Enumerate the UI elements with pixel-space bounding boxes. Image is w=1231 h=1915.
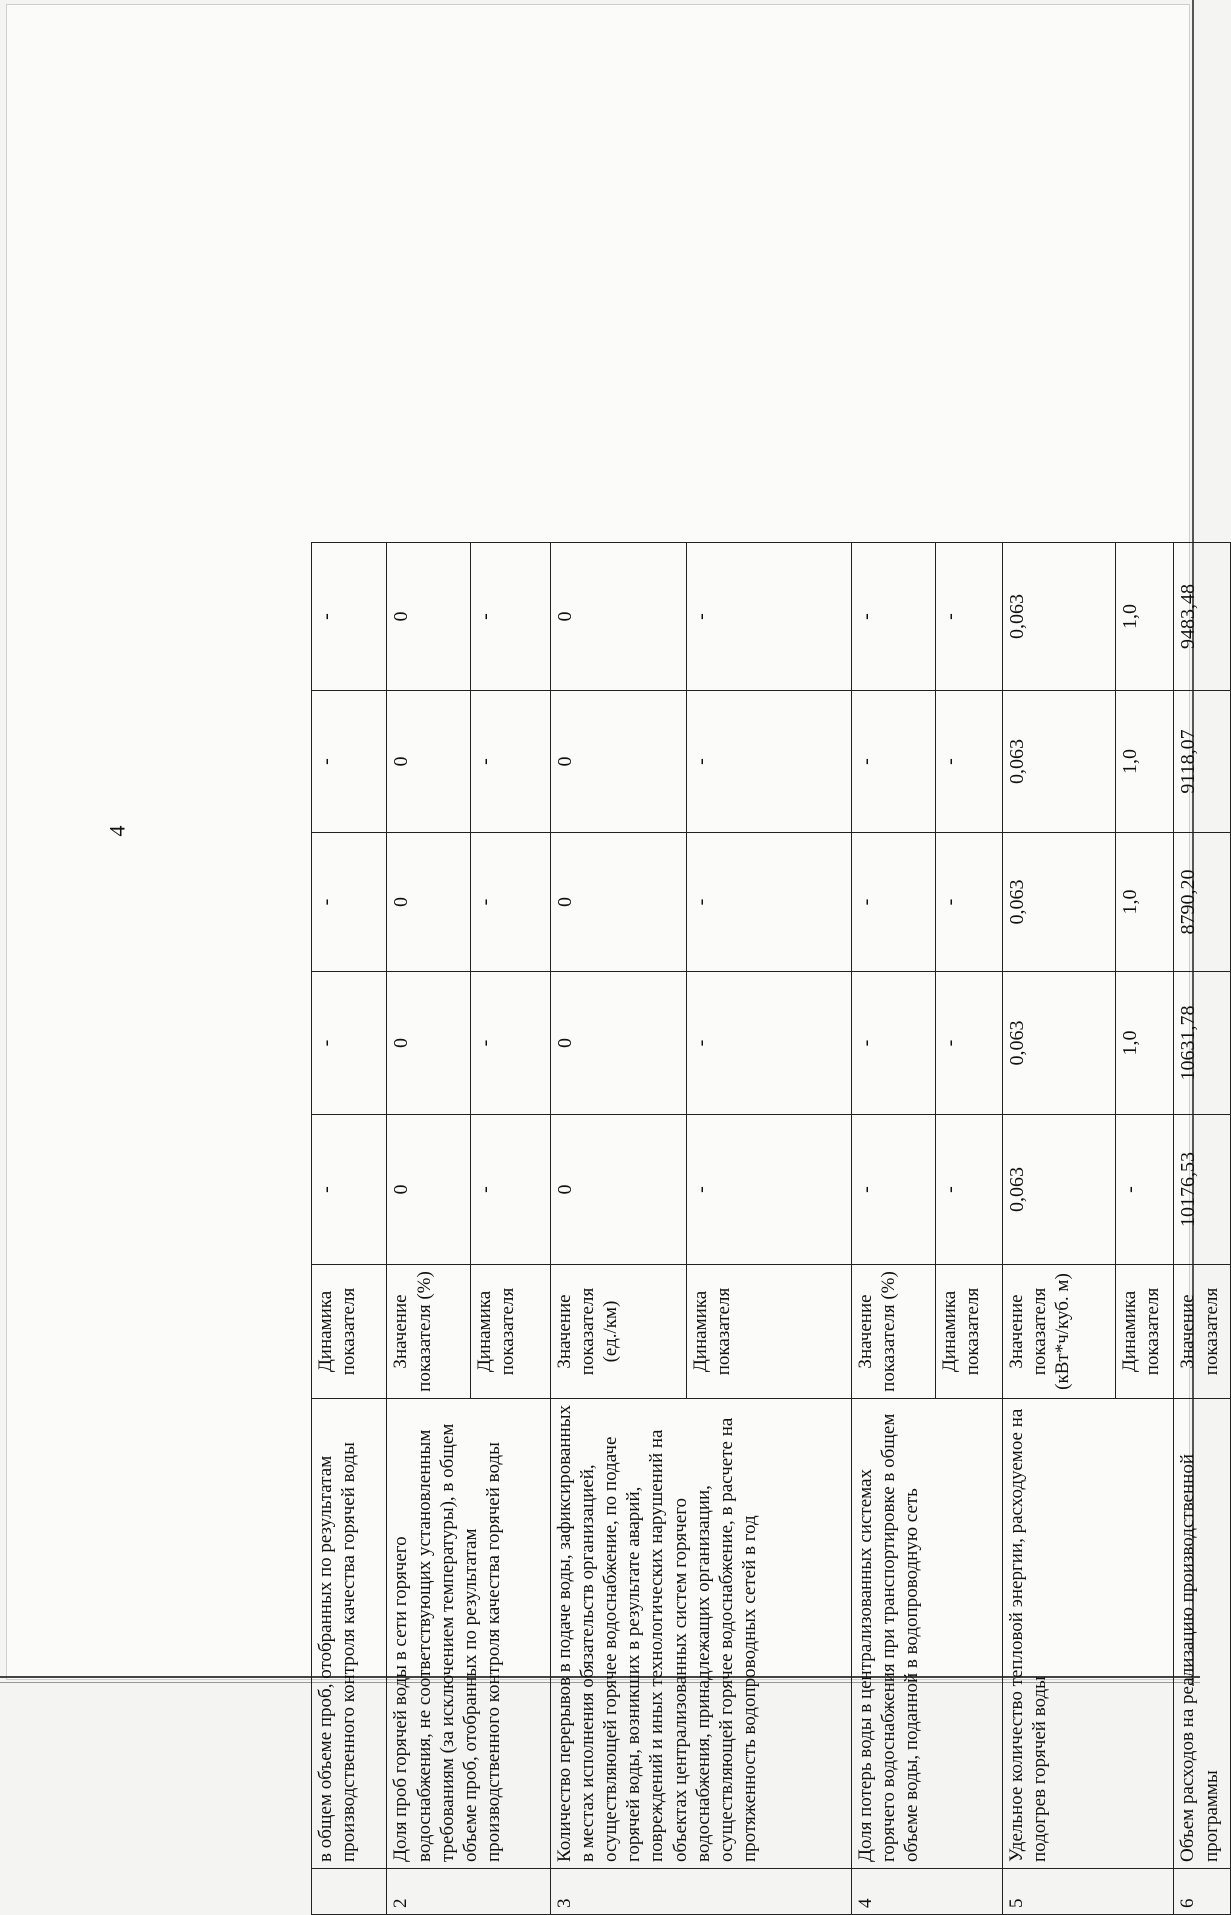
value-cell: 0 <box>387 972 471 1115</box>
value-cell: 1,0 <box>1115 833 1174 972</box>
indicator-label: Динамика показателя <box>471 1265 551 1399</box>
indicators-table <box>311 542 1231 1915</box>
value-cell: - <box>312 833 387 972</box>
indicator-label: Значение показателя (ед./км) <box>550 1265 686 1399</box>
value-cell: 0 <box>387 1115 471 1265</box>
value-cell: - <box>312 1115 387 1265</box>
value-cell: - <box>852 972 936 1115</box>
indicator-label: Значение показателя (%) <box>387 1265 471 1399</box>
row-number: 2 <box>387 1869 550 1915</box>
value-cell: 0 <box>550 1115 686 1265</box>
value-cell: - <box>852 691 936 833</box>
page-number: 4 <box>104 825 130 837</box>
value-cell: - <box>312 691 387 833</box>
row-number: 4 <box>852 1869 1003 1915</box>
value-cell: 0 <box>550 972 686 1115</box>
indicator-label: Значение показателя (кВт*ч/куб. м) <box>1002 1265 1115 1399</box>
value-cell: - <box>935 833 1002 972</box>
value-cell: - <box>935 1115 1002 1265</box>
indicator-label: Динамика показателя <box>935 1265 1002 1399</box>
table-row <box>852 543 936 1915</box>
table-row <box>312 543 387 1915</box>
value-cell: - <box>935 972 1002 1115</box>
value-cell: 0,063 <box>1002 1115 1115 1265</box>
value-cell: 0 <box>550 691 686 833</box>
value-cell: 1,0 <box>1115 691 1174 833</box>
row-number: 5 <box>1002 1869 1174 1915</box>
value-cell: - <box>686 691 851 833</box>
row-description: Доля потерь воды в централизованных системах горячего водоснабжения при транспортировке в общем объеме воды, поданной в водопроводную сеть <box>852 1399 1003 1869</box>
value-cell: - <box>852 1115 936 1265</box>
table-row <box>1174 543 1231 1915</box>
row-description: Количество перерывов в подаче воды, зафиксированных в местах исполнения обязательств организацией, осуществляющей горячее водоснабжение, по подаче горячей воды, возникших в результате аварий, повреждений и иных технологических нарушений на объектах централизованных систем горячего водоснабжения, принадлежащих организации, осуществляющей горячее водоснабжение, в расчете на протяженность водопроводных сетей в год <box>550 1399 851 1869</box>
value-cell: - <box>686 833 851 972</box>
value-cell: - <box>471 1115 551 1265</box>
rotated-table-container <box>311 543 1231 1915</box>
value-cell: - <box>686 1115 851 1265</box>
value-cell: - <box>852 543 936 691</box>
value-cell: - <box>312 543 387 691</box>
value-cell: - <box>686 972 851 1115</box>
indicator-label: Значение показателя <box>1174 1265 1231 1399</box>
value-cell: 0,063 <box>1002 833 1115 972</box>
value-cell: - <box>935 543 1002 691</box>
value-cell: - <box>312 972 387 1115</box>
value-cell: 0,063 <box>1002 543 1115 691</box>
value-cell: - <box>471 972 551 1115</box>
indicator-label: Динамика показателя <box>686 1265 851 1399</box>
value-cell: 9483,48 <box>1174 543 1231 691</box>
value-cell: 0 <box>387 691 471 833</box>
value-cell: 10631,78 <box>1174 972 1231 1115</box>
value-cell: 1,0 <box>1115 543 1174 691</box>
row-number: 6 <box>1174 1869 1231 1915</box>
indicator-label: Динамика показателя <box>1115 1265 1174 1399</box>
value-cell: - <box>852 833 936 972</box>
value-cell: 9118,07 <box>1174 691 1231 833</box>
value-cell: 8790,20 <box>1174 833 1231 972</box>
row-number: 3 <box>550 1869 851 1915</box>
value-cell: 0 <box>387 833 471 972</box>
value-cell: 0 <box>387 543 471 691</box>
value-cell: - <box>1115 1115 1174 1265</box>
value-cell: - <box>471 833 551 972</box>
value-cell: 0 <box>550 833 686 972</box>
value-cell: - <box>935 691 1002 833</box>
value-cell: - <box>686 543 851 691</box>
value-cell: 0 <box>550 543 686 691</box>
row-number <box>312 1869 387 1915</box>
row-description: в общем объеме проб, отобранных по результатам производственного контроля качества горячей воды <box>312 1399 387 1869</box>
table-row <box>1002 543 1115 1915</box>
value-cell: 0,063 <box>1002 691 1115 833</box>
value-cell: 1,0 <box>1115 972 1174 1115</box>
row-description: Объем расходов на реализацию производственной программы <box>1174 1399 1231 1869</box>
value-cell: 0,063 <box>1002 972 1115 1115</box>
row-description: Удельное количество тепловой энергии, расходуемое на подогрев горячей воды <box>1002 1399 1174 1869</box>
table-row <box>387 543 471 1915</box>
indicator-label: Динамика показателя <box>312 1265 387 1399</box>
value-cell: - <box>471 691 551 833</box>
table-row <box>550 543 686 1915</box>
value-cell: - <box>471 543 551 691</box>
value-cell: 10176,53 <box>1174 1115 1231 1265</box>
row-description: Доля проб горячей воды в сети горячего водоснабжения, не соответствующих установленным требованиям (за исключением температуры), в общем объеме проб, отобранных по результатам производственного контроля качества горячей воды <box>387 1399 550 1869</box>
indicator-label: Значение показателя (%) <box>852 1265 936 1399</box>
